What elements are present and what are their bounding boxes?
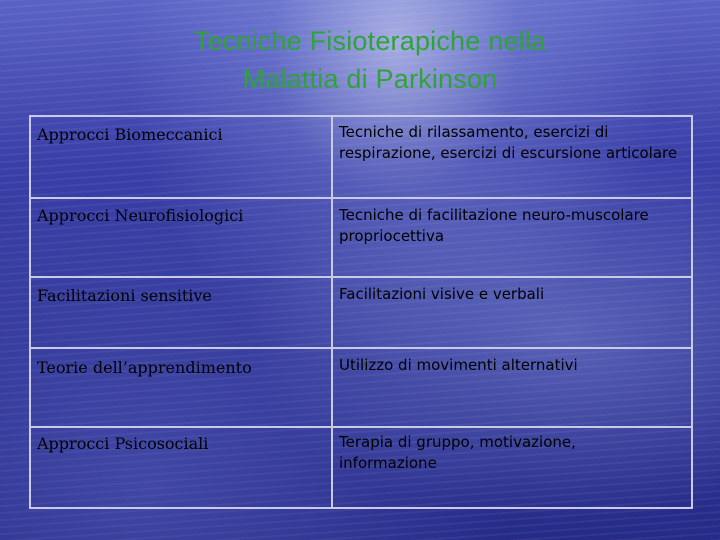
slide-title-line-2: Malattia di Parkinson (242, 64, 498, 94)
approach-cell: Approcci Biomeccanici (37, 125, 223, 144)
techniques-table (29, 115, 693, 509)
approach-cell: Approcci Neurofisiologici (37, 206, 244, 225)
table-row (31, 117, 691, 199)
table-row (31, 276, 691, 349)
table-row (31, 426, 691, 507)
approach-cell: Teorie dell’apprendimento (37, 358, 252, 377)
slide-title-line-1: Tecniche Fisioterapiche nella (193, 26, 547, 56)
technique-cell: Utilizzo di movimenti alternativi (339, 356, 578, 374)
technique-cell: Terapia di gruppo, motivazione, informazione (339, 433, 576, 472)
slide-title (0, 22, 720, 98)
technique-cell: Tecniche di facilitazione neuro-muscolare propriocettiva (339, 206, 649, 245)
table-row (31, 347, 691, 428)
approach-cell: Facilitazioni sensitive (37, 286, 212, 305)
table-row (31, 197, 691, 277)
technique-cell: Tecniche di rilassamento, esercizi di respirazione, esercizi di escursione articolare (339, 123, 678, 162)
approach-cell: Approcci Psicosociali (37, 434, 209, 453)
technique-cell: Facilitazioni visive e verbali (339, 285, 545, 303)
